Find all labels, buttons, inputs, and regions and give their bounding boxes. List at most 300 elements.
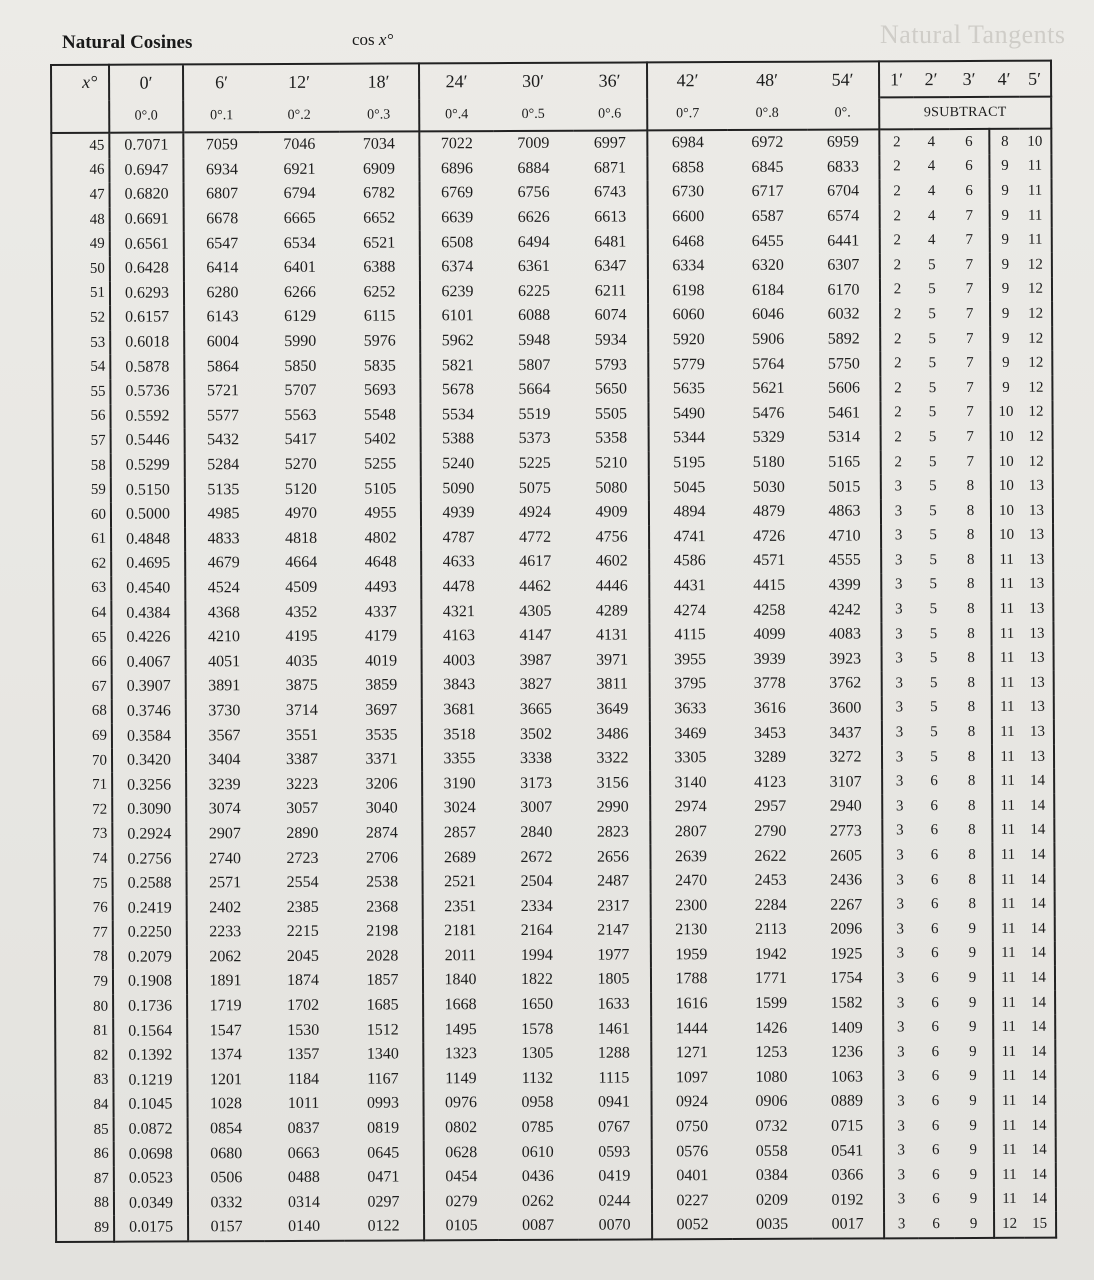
cosine-suffix-cell: 2130 [675,921,708,939]
degree-cell: 86 [56,1142,114,1167]
difference-cell: 5 [928,281,936,298]
cosine-suffix-cell: 5621 [752,380,785,398]
difference-cell: 11 [999,674,1015,691]
difference-cell: 4 [927,158,936,175]
degree-cell: 83 [55,1068,113,1093]
cosine-suffix-cell: 5476 [752,404,785,422]
difference-cell: 6 [931,970,939,987]
cosine-suffix-cell: 3987 [519,651,552,669]
cosine-suffix-cell: 6896 [440,160,473,178]
cosine-suffix-cell: 6547 [184,231,260,256]
cosine-suffix-cell: 6307 [808,253,880,278]
degree-cell: 75 [55,872,113,897]
difference-cell: 11 [1000,748,1015,765]
difference-cell: 10 [998,453,1014,470]
cosine-suffix-cell: 2096 [811,917,883,942]
difference-cell: 12 [1021,449,1053,474]
cosine-suffix-cell: 6252 [340,280,420,305]
cosine-suffix-cell: 2857 [443,824,476,842]
difference-cell: 10 [998,428,1014,445]
cosine-suffix-cell: 2470 [675,872,708,890]
cosine-value-cell: 0.6293 [124,284,170,302]
degree-cell: 85 [56,1117,114,1142]
cosine-suffix-cell: 1374 [187,1043,263,1068]
difference-cell: 6 [931,1142,940,1159]
cosine-suffix-cell: 4664 [285,554,318,572]
cosine-suffix-cell: 0906 [755,1093,788,1111]
cosine-suffix-cell: 2521 [444,873,477,891]
cosine-suffix-cell: 5432 [185,428,261,453]
cosine-suffix-cell: 5920 [672,331,705,349]
difference-cell: 14 [1024,1187,1056,1212]
difference-cell: 8 [951,548,991,573]
cosine-suffix-cell: 0070 [578,1214,652,1240]
cosine-suffix-cell: 1582 [811,991,883,1016]
cosine-suffix-cell: 4399 [809,573,881,598]
cosine-suffix-cell: 6652 [340,206,420,231]
cosine-suffix-cell: 0663 [287,1144,320,1162]
cosine-value-cell: 0.5000 [125,505,171,523]
difference-cell: 9 [1001,256,1010,273]
x-degree-header: x° [51,65,109,133]
header-12min: 12′ [259,64,339,100]
cosine-suffix-cell: 0140 [264,1215,344,1241]
cosine-suffix-cell: 5548 [340,403,420,428]
cosine-suffix-cell: 6574 [808,204,880,229]
cosine-suffix-cell: 6997 [573,130,647,156]
cosine-suffix-cell: 3971 [576,648,650,673]
difference-cell: 3 [895,699,904,716]
difference-cell: 6 [932,1191,940,1208]
difference-cell: 10 [1019,129,1051,155]
cosine-suffix-cell: 0593 [578,1140,652,1165]
difference-cell: 11 [1000,895,1016,913]
cosine-suffix-cell: 2907 [186,822,262,847]
cosine-suffix-cell: 4035 [285,652,318,670]
difference-cell: 5 [929,625,938,642]
cosine-suffix-cell: 6280 [184,281,260,306]
difference-cell: 2 [893,330,902,347]
degree-cell: 84 [55,1093,113,1118]
cosine-suffix-cell: 0558 [755,1142,788,1160]
difference-cell: 3 [896,847,904,864]
difference-cell: 9 [953,941,993,966]
cosine-suffix-cell: 4115 [674,626,706,644]
cosine-suffix-cell: 6921 [283,160,316,178]
cosine-suffix-cell: 1788 [675,970,708,988]
difference-cell: 8 [951,597,991,622]
cosine-suffix-cell: 1167 [343,1067,423,1092]
cosine-suffix-cell: 4648 [341,550,421,575]
cosine-suffix-cell: 0924 [675,1093,709,1111]
cosine-suffix-cell: 5764 [752,355,785,373]
cosine-suffix-cell: 5563 [284,406,317,424]
cosine-suffix-cell: 2062 [187,945,263,970]
cosine-suffix-cell: 1719 [187,994,263,1019]
cosine-suffix-cell: 6959 [807,129,879,155]
difference-cell: 7 [950,400,990,425]
degree-cell: 72 [54,798,112,823]
difference-cell: 11 [1019,154,1051,179]
cosine-suffix-cell: 4985 [185,502,261,527]
cosine-value-cell: 0.2079 [127,948,172,966]
cosine-suffix-cell: 2113 [755,921,787,939]
cosine-suffix-cell: 6794 [283,185,316,203]
difference-cell: 11 [1001,1043,1017,1060]
difference-cell: 9 [1001,305,1010,322]
cosine-suffix-cell: 3007 [520,799,553,817]
degree-cell: 53 [52,330,110,355]
difference-cell: 9 [953,1064,993,1089]
difference-cell: 5 [929,552,937,569]
cosine-suffix-cell: 0680 [188,1141,264,1166]
cosine-suffix-cell: 1977 [577,943,651,968]
cosine-suffix-cell: 5373 [518,430,551,448]
difference-cell: 11 [1001,920,1016,937]
degree-cell: 46 [51,158,109,183]
difference-cell: 11 [999,625,1015,642]
cosine-suffix-cell: 6129 [284,308,317,326]
degree-cell: 69 [54,724,112,749]
difference-cell: 9 [953,1015,993,1040]
difference-cell: 14 [1023,867,1055,892]
cosine-suffix-cell: 6088 [518,307,551,325]
difference-cell: 2 [893,281,902,298]
cosine-suffix-cell: 1461 [577,1017,651,1042]
cosine-suffix-cell: 3697 [342,698,422,723]
difference-cell: 13 [1022,695,1054,720]
cosine-suffix-cell: 5635 [672,380,705,398]
difference-cell: 6 [949,154,989,179]
difference-cell: 14 [1023,966,1055,991]
cosine-suffix-cell: 4478 [442,578,475,596]
cosine-suffix-cell: 2351 [444,897,477,915]
cosine-suffix-cell: 6401 [283,259,316,277]
difference-cell: 15 [1024,1212,1056,1238]
difference-cell: 7 [950,351,990,376]
difference-cell: 12 [1020,277,1052,302]
cosine-suffix-cell: 4571 [753,552,786,570]
cosine-suffix-cell: 1011 [287,1095,320,1113]
minutes-header-row [51,61,1051,101]
cosine-suffix-cell: 5678 [441,381,474,399]
cosine-suffix-cell: 3057 [286,800,319,818]
cosine-suffix-cell: 1668 [444,996,477,1014]
cosine-suffix-cell: 5577 [184,404,260,429]
cosine-suffix-cell: 0837 [287,1119,320,1138]
cosine-suffix-cell: 2740 [186,846,262,871]
cosine-value-cell: 0.3420 [127,751,172,769]
subtitle-variable: x° [378,30,394,49]
diff-header-4: 4′ [989,61,1019,97]
difference-cell: 3 [897,1093,905,1110]
difference-cell: 11 [1002,1166,1017,1183]
difference-cell: 5 [929,478,937,495]
difference-cell: 7 [951,425,991,450]
cosine-suffix-cell: 6266 [283,283,317,301]
degree-cell: 67 [54,675,112,700]
cosine-value-cell: 0.5592 [125,407,170,425]
cosine-suffix-cell: 2773 [810,819,882,844]
cosine-suffix-cell: 3600 [810,696,882,721]
difference-cell: 14 [1023,1089,1055,1114]
cosine-suffix-cell: 0506 [188,1166,264,1191]
difference-cell: 13 [1022,671,1054,696]
difference-cell: 11 [1001,969,1016,986]
cosine-suffix-cell: 6833 [807,155,879,180]
cosine-suffix-cell: 1547 [187,1018,263,1043]
difference-cell: 8 [953,868,993,893]
cosine-suffix-cell: 5793 [574,353,648,378]
difference-cell: 2 [893,207,901,224]
cosine-suffix-cell: 4195 [285,628,318,646]
cosine-suffix-cell: 6494 [517,233,550,251]
difference-cell: 9 [954,1163,994,1188]
difference-cell: 11 [1000,797,1015,814]
dec-header-9: 0°. [807,97,879,129]
cosine-suffix-cell: 4431 [673,577,706,595]
cosine-value-cell: 0.3090 [127,800,172,818]
cosine-suffix-cell: 4337 [341,600,421,625]
cosine-suffix-cell: 3616 [753,699,786,717]
cosine-suffix-cell: 1288 [577,1041,651,1066]
difference-cell: 3 [896,970,905,987]
cosine-suffix-cell: 3795 [674,675,707,693]
table-row [56,1212,1056,1242]
cosine-suffix-cell: 0802 [445,1119,478,1137]
degree-cell: 54 [52,355,110,380]
cosine-suffix-cell: 3875 [285,677,318,695]
difference-cell: 5 [928,355,937,372]
degree-cell: 78 [55,945,113,970]
cosine-suffix-cell: 4462 [519,577,552,595]
cosine-value-cell: 0.0872 [128,1120,173,1138]
cosine-suffix-cell: 6115 [340,305,420,330]
cosine-suffix-cell: 4289 [575,599,649,624]
cosine-value-cell: 0.1045 [128,1095,173,1114]
cosine-value-cell: 0.2419 [127,899,172,917]
cosine-suffix-cell: 2028 [343,944,423,969]
cosine-suffix-cell: 2940 [810,794,882,819]
difference-cell: 7 [950,376,990,401]
difference-cell: 3 [894,478,903,495]
difference-cell: 13 [1021,548,1053,573]
cosine-suffix-cell: 5962 [441,332,474,350]
difference-cell: 13 [1022,646,1054,671]
difference-cell: 8 [951,573,991,598]
cosine-value-cell: 0.4067 [126,653,171,671]
cosine-suffix-cell: 0366 [812,1163,884,1188]
cosine-value-cell: 0.4540 [126,579,171,597]
degree-cell: 55 [52,380,110,405]
difference-cell: 9 [954,1187,994,1212]
cosine-suffix-cell: 5906 [752,330,785,348]
degree-cell: 73 [54,822,112,847]
cosine-suffix-cell: 5314 [809,426,881,451]
cosine-suffix-cell: 1271 [675,1044,708,1062]
difference-cell: 6 [931,1068,940,1085]
cosine-suffix-cell: 2045 [286,947,319,965]
cosine-suffix-cell: 4051 [186,650,262,675]
difference-cell: 7 [950,228,990,253]
cosine-value-cell: 0.4384 [126,604,171,622]
difference-cell: 8 [1001,133,1009,150]
degree-cell: 45 [51,133,109,159]
cosine-suffix-cell: 7034 [339,131,419,157]
cosine-suffix-cell: 1357 [287,1046,320,1064]
cosine-suffix-cell: 0436 [521,1168,554,1186]
difference-cell: 11 [1001,945,1016,962]
degree-cell: 87 [56,1167,114,1192]
dec-header-2: 0°.2 [259,100,339,132]
cosine-suffix-cell: 3453 [753,724,786,742]
cosine-suffix-cell: 1080 [755,1068,788,1086]
difference-cell: 3 [896,822,904,839]
cosine-suffix-cell: 4833 [185,527,261,552]
cosine-value-cell: 0.5878 [125,358,170,376]
difference-cell: 7 [950,327,990,352]
cosine-value-cell: 0.5446 [125,431,170,450]
cosine-suffix-cell: 6782 [340,182,420,207]
degree-cell: 76 [55,896,113,921]
difference-cell: 2 [893,183,901,200]
degree-cell: 62 [53,552,111,577]
cosine-suffix-cell: 5358 [575,427,649,452]
header-18min: 18′ [339,63,419,99]
difference-cell: 7 [950,302,990,327]
cosine-value-cell: 0.2588 [127,874,172,892]
cosine-suffix-cell: 2504 [520,872,553,891]
cosine-suffix-cell: 4879 [752,503,785,521]
difference-cell: 5 [930,724,938,741]
cosine-suffix-cell: 5240 [442,455,475,473]
difference-cell: 14 [1024,1113,1056,1138]
difference-cell: 3 [895,798,904,815]
cosine-suffix-cell: 6626 [517,208,550,227]
cosine-suffix-cell: 1702 [287,996,320,1015]
cosine-suffix-cell: 5402 [341,428,421,453]
cosine-suffix-cell: 6972 [751,134,784,152]
difference-cell: 3 [884,1212,918,1238]
cosine-suffix-cell: 5505 [574,402,648,427]
difference-cell: 8 [953,892,993,917]
difference-cell: 2 [894,404,902,421]
difference-cell: 14 [1023,1015,1055,1040]
cosine-suffix-cell: 1253 [755,1044,788,1062]
difference-cell: 3 [894,527,903,544]
cosine-suffix-cell: 5934 [574,328,648,353]
cosine-suffix-cell: 1685 [343,993,423,1018]
cosine-suffix-cell: 4772 [519,528,552,546]
difference-cell: 5 [928,256,936,273]
cosine-suffix-cell: 5329 [752,429,785,447]
cosine-suffix-cell: 1444 [675,1019,708,1037]
degree-cell: 80 [55,995,113,1020]
cosine-suffix-cell: 2990 [576,795,650,820]
difference-cell: 9 [953,991,993,1016]
difference-cell: 6 [918,1212,954,1238]
cosine-suffix-cell: 4970 [284,505,318,523]
cosine-suffix-cell: 3024 [443,799,476,817]
cosine-suffix-cell: 5388 [442,430,475,448]
difference-cell: 8 [952,843,992,868]
difference-cell: 3 [895,675,903,692]
cosine-suffix-cell: 3955 [674,650,707,669]
cosine-suffix-cell: 4741 [673,527,706,546]
header-24min: 24′ [419,63,493,99]
cosine-suffix-cell: 6374 [441,258,474,276]
cosine-value-cell: 0.4226 [126,628,171,646]
cosine-suffix-cell: 3551 [285,726,318,744]
cosine-suffix-cell: 4602 [575,549,649,574]
cosine-suffix-cell: 6508 [441,233,474,251]
difference-cell: 5 [929,527,937,544]
cosine-suffix-cell: 3502 [519,725,552,743]
difference-cell: 6 [949,129,989,155]
difference-cell: 3 [895,748,904,765]
difference-cell: 14 [1023,941,1055,966]
difference-cell: 11 [1000,723,1015,740]
difference-cell: 6 [931,994,939,1011]
header-48min: 48′ [727,62,807,98]
cosine-value-cell: 0.5150 [125,481,170,499]
cosine-suffix-cell: 2790 [754,822,787,840]
cosine-suffix-cell: 0488 [287,1169,320,1187]
difference-cell: 2 [894,429,902,446]
cosine-suffix-cell: 0785 [521,1118,554,1136]
cosine-suffix-cell: 3859 [342,673,422,698]
cosine-suffix-cell: 4679 [185,551,261,576]
cosine-suffix-cell: 0035 [732,1213,812,1239]
cosine-suffix-cell: 6004 [184,330,260,355]
cosine-value-cell: 0.1219 [128,1071,173,1089]
cosine-suffix-cell: 1599 [755,994,788,1013]
difference-cell: 12 [1020,326,1052,351]
cosine-suffix-cell: 5090 [442,479,475,497]
cosine-suffix-cell: 3371 [342,747,422,772]
cosine-suffix-cell: 3535 [342,723,422,748]
cosine-suffix-cell: 4586 [673,552,706,570]
cosine-suffix-cell: 2215 [286,923,319,941]
cosine-value-cell: 0.0523 [128,1169,173,1187]
degree-cell: 65 [53,626,111,651]
degree-cell: 88 [56,1191,114,1216]
difference-cell: 3 [896,871,904,888]
cosine-suffix-cell: 1530 [287,1021,320,1039]
cosine-suffix-cell: 0941 [577,1091,651,1116]
difference-cell: 9 [1002,379,1010,396]
cosine-suffix-cell: 2554 [286,873,319,892]
cosine-suffix-cell: 2874 [342,821,422,846]
difference-cell: 3 [895,650,903,667]
cosine-suffix-cell: 5030 [752,478,785,496]
cosine-suffix-cell: 0332 [188,1191,264,1216]
difference-cell: 6 [930,871,939,888]
cosine-suffix-cell: 5650 [574,377,648,402]
difference-cell: 3 [896,1019,905,1036]
cosine-suffix-cell: 1925 [811,942,883,967]
cosine-suffix-cell: 1028 [187,1092,263,1117]
degree-cell: 50 [52,257,110,282]
cosine-suffix-cell: 0854 [188,1117,264,1142]
cosine-suffix-cell: 2317 [577,894,651,919]
cosine-suffix-cell: 6032 [808,303,880,328]
degree-cell: 79 [55,970,113,995]
cosine-suffix-cell: 3939 [753,650,786,668]
cosine-suffix-cell: 2672 [520,848,553,866]
difference-cell: 11 [999,650,1015,667]
difference-cell: 10 [999,527,1015,544]
